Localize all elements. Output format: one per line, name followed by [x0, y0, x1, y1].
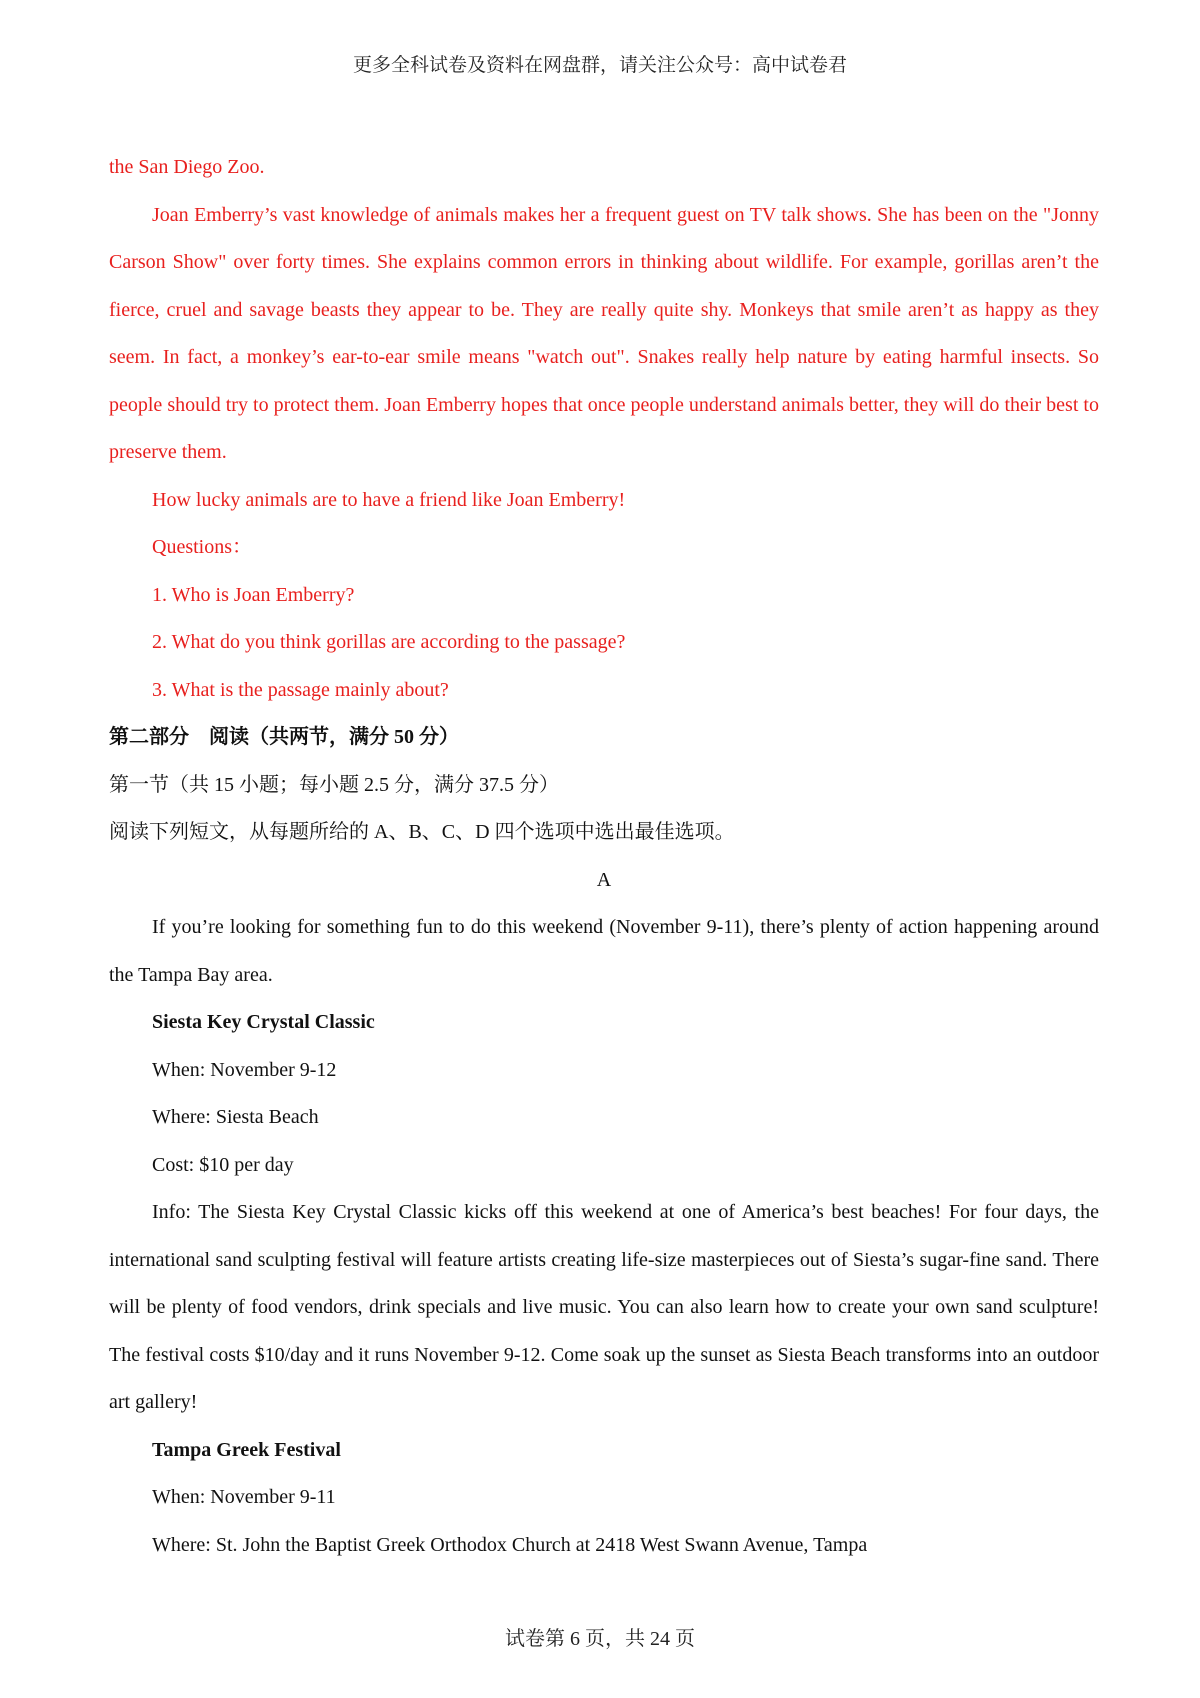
event-where: Where: Siesta Beach — [152, 1106, 319, 1128]
part-title: 第二部分 阅读（共两节，满分 50 分） — [109, 726, 459, 748]
event-where: Where: St. John the Baptist Greek Orthodox Church at 2418 West Swann Avenue, Tampa — [152, 1533, 868, 1556]
page-footer: 试卷第 6 页，共 24 页 — [505, 1628, 695, 1650]
document-body — [109, 144, 1099, 1569]
event-title: Siesta Key Crystal Classic — [152, 1011, 375, 1033]
event-info: Info: The Siesta Key Crystal Classic kicks off this weekend at one of America’s best beaches! For four days, the international sand sculpting festival will feature artists creating life-size masterpieces out of Siesta’s sugar-fine sand. There will be plenty of food vendors, drink specials and live music. You can also learn how to create your own sand sculpture! The festival costs $10/day and it runs November 9-12. Come soak up the sunset as Siesta Beach transforms into an outdoor art gallery! — [109, 1201, 1099, 1413]
passage-paragraph: Joan Emberry’s vast knowledge of animals makes her a frequent guest on TV talk shows. She has been on the "Jonny Carson Show" over forty times. She explains common errors in thinking about wildlife. For example, gorillas aren’t the fierce, cruel and savage beasts they appear to be. They are really quite shy. Monkeys that smile aren’t as happy as they seem. In fact, a monkey’s ear-to-ear smile means "watch out". Snakes really help nature by eating harmful insects. So people should try to protect them. Joan Emberry hopes that once people understand animals better, they will do their best to preserve them. — [109, 203, 1099, 463]
subsection-title: 第一节（共 15 小题；每小题 2.5 分，满分 37.5 分） — [109, 773, 559, 796]
question-item: 3. What is the passage mainly about? — [152, 678, 449, 701]
passage-paragraph: How lucky animals are to have a friend like Joan Emberry! — [152, 488, 626, 511]
previous-passage-ending: the San Diego Zoo. — [109, 156, 265, 178]
passage-letter: A — [596, 868, 612, 891]
event-title: Tampa Greek Festival — [152, 1438, 341, 1461]
event-cost: Cost: $10 per day — [152, 1153, 294, 1176]
instruction-text: 阅读下列短文，从每题所给的 A、B、C、D 四个选项中选出最佳选项。 — [109, 821, 735, 843]
question-item: 2. What do you think gorillas are according to the passage? — [152, 631, 626, 653]
questions-label: Questions： — [152, 536, 252, 558]
page-header: 更多全科试卷及资料在网盘群，请关注公众号：高中试卷君 — [352, 55, 847, 76]
event-when: When: November 9-12 — [152, 1058, 337, 1081]
question-item: 1. Who is Joan Emberry? — [152, 583, 355, 606]
event-when: When: November 9-11 — [152, 1486, 336, 1508]
passage-intro: If you’re looking for something fun to do this weekend (November 9-11), there’s plenty of action happening around the Tampa Bay area. — [109, 916, 1099, 986]
